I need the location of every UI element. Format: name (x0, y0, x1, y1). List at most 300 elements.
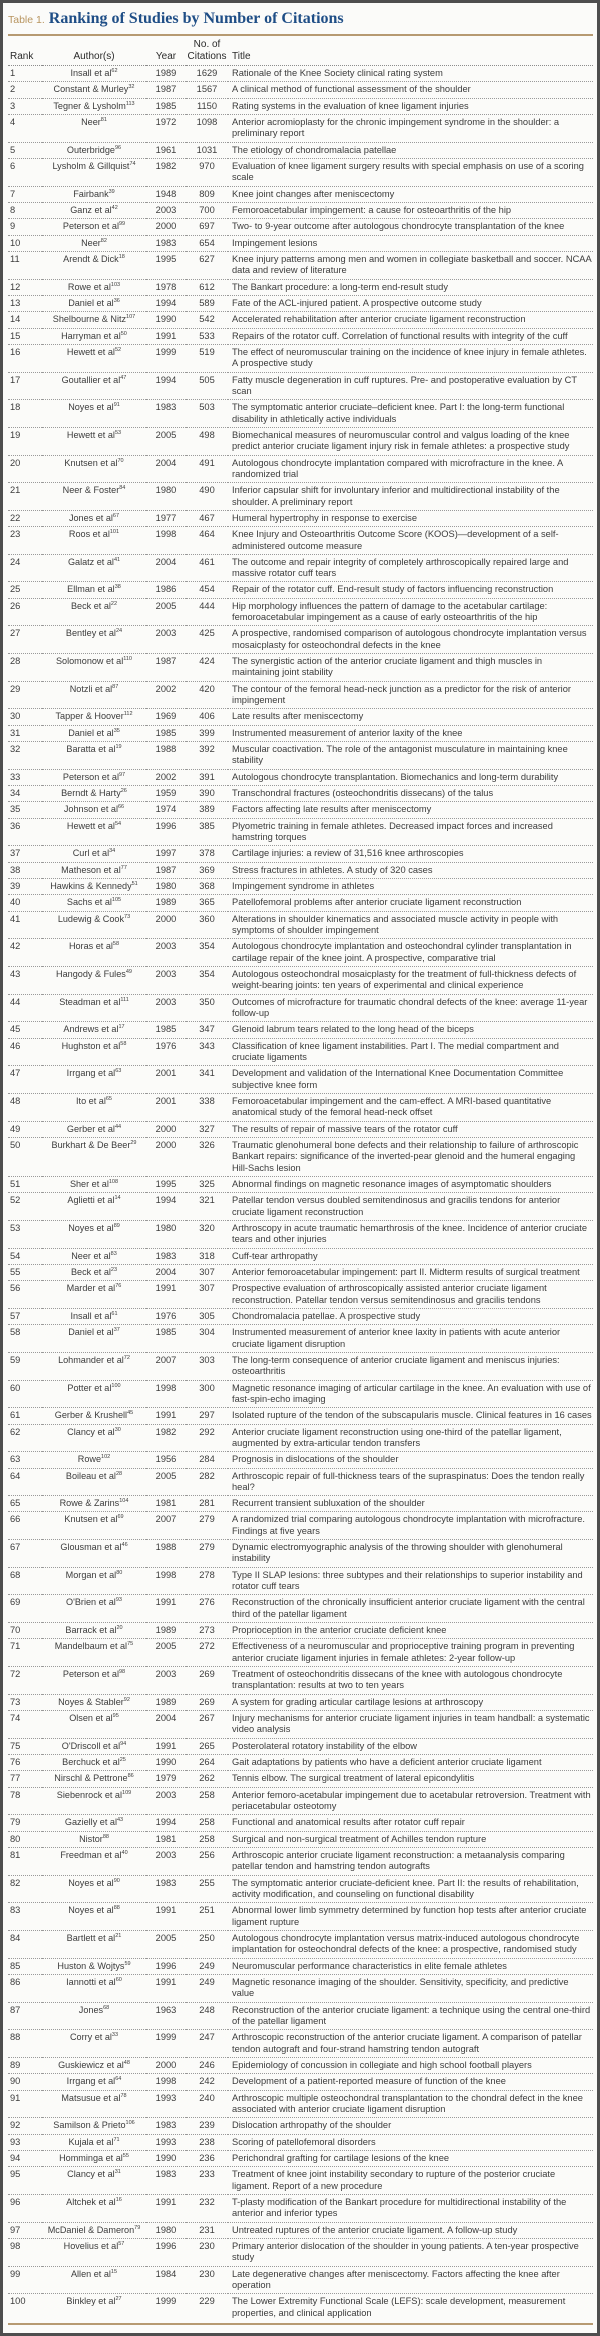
citations-cell: 247 (186, 2030, 228, 2058)
reference-number: 24 (115, 628, 123, 635)
reference-number: 83 (110, 1250, 117, 1257)
citations-cell: 464 (186, 527, 228, 555)
year-cell: 1985 (146, 725, 186, 741)
rank-cell: 70 (8, 1623, 42, 1639)
author-name: Baratta et al (66, 744, 116, 755)
rank-cell: 51 (8, 1176, 42, 1192)
title-cell: Rating systems in the evaluation of knee ligament injuries (228, 98, 593, 114)
author-cell (42, 1831, 146, 1847)
rank-cell: 28 (8, 654, 42, 682)
table-caption (8, 9, 593, 34)
year-cell: 2003 (146, 1787, 186, 1815)
table-row (8, 2134, 593, 2150)
rank-cell: 62 (8, 1424, 42, 1452)
author-cell (42, 1540, 146, 1568)
rank-cell: 45 (8, 1022, 42, 1038)
reference-number: 16 (115, 2196, 122, 2203)
author-name: Clancy et al (67, 1426, 115, 1437)
rank-cell: 38 (8, 862, 42, 878)
title-cell: Injury mechanisms for anterior cruciate ligament injuries in team handball: a systematic video analysis (228, 1711, 593, 1739)
title-cell: Instrumented measurement of anterior knee laxity in patients with acute anterior cruciate ligament disruption (228, 1325, 593, 1353)
year-cell: 1978 (146, 279, 186, 295)
citations-cell: 378 (186, 846, 228, 862)
header-year: Year (146, 37, 186, 66)
reference-number: 100 (111, 1382, 121, 1389)
reference-number: 62 (111, 68, 118, 74)
title-cell: Factors affecting late results after meniscectomy (228, 802, 593, 818)
reference-number: 63 (115, 1068, 122, 1075)
author-name: Rowe et al (67, 281, 111, 292)
citations-cell: 230 (186, 2238, 228, 2266)
reference-number: 55 (122, 2152, 129, 2159)
reference-number: 29 (130, 1139, 137, 1146)
title-cell: Impingement syndrome in athletes (228, 879, 593, 895)
header-citations-line1: No. of (193, 39, 221, 50)
title-cell: Fate of the ACL-injured patient. A prospective outcome study (228, 295, 593, 311)
citations-cell: 297 (186, 1408, 228, 1424)
header-citations (186, 37, 228, 66)
rank-cell: 63 (8, 1452, 42, 1468)
reference-number: 43 (116, 1817, 124, 1824)
year-cell: 1996 (146, 2238, 186, 2266)
year-cell: 1983 (146, 2167, 186, 2195)
table-row (8, 802, 593, 818)
author-cell (42, 802, 146, 818)
header-citations-line2: Citations (187, 50, 227, 62)
title-cell: Femoroacetabular impingement and the cam-effect. A MRI-based quantitative anatomical study of the femoral head-neck offset (228, 1093, 593, 1121)
year-cell: 2004 (146, 1264, 186, 1280)
author-cell (42, 1595, 146, 1623)
author-name: Burkhart & De Beer (51, 1139, 131, 1150)
citations-cell: 338 (186, 1093, 228, 1121)
author-cell (42, 235, 146, 251)
reference-number: 54 (114, 820, 122, 827)
table-row (8, 1567, 593, 1595)
rank-cell: 19 (8, 427, 42, 455)
year-cell: 2002 (146, 681, 186, 709)
citations-cell: 305 (186, 1308, 228, 1324)
year-cell: 2002 (146, 769, 186, 785)
author-name: Samilson & Prieto (53, 2120, 126, 2131)
header-rank: Rank (8, 37, 42, 66)
citations-cell: 385 (186, 818, 228, 846)
title-cell: Magnetic resonance imaging of articular cartilage in the knee. An evaluation with use of fast-spin-echo imaging (228, 1380, 593, 1408)
citations-cell: 230 (186, 2266, 228, 2294)
title-cell: Two- to 9-year outcome after autologous chondrocyte transplantation of the knee (228, 219, 593, 235)
table-title: Ranking of Studies by Number of Citations (48, 10, 344, 27)
reference-number: 70 (117, 457, 124, 464)
table-row (8, 862, 593, 878)
author-cell (42, 1281, 146, 1309)
reference-number: 87 (112, 683, 119, 690)
title-cell: Recurrent transient subluxation of the shoulder (228, 1496, 593, 1512)
table-row (8, 2090, 593, 2118)
year-cell: 1987 (146, 862, 186, 878)
year-cell: 1991 (146, 2194, 186, 2222)
citations-cell: 392 (186, 742, 228, 770)
author-name: Constant & Murley (53, 84, 129, 95)
table-row (8, 911, 593, 939)
reference-number: 80 (116, 1569, 123, 1576)
title-cell: The results of repair of massive tears of the rotator cuff (228, 1121, 593, 1137)
author-cell (42, 2074, 146, 2090)
table-row (8, 1193, 593, 1221)
year-cell: 1987 (146, 654, 186, 682)
author-name: Mandelbaum et al (54, 1641, 128, 1652)
rank-cell: 2 (8, 82, 42, 98)
year-cell: 1977 (146, 510, 186, 526)
rank-cell: 79 (8, 1815, 42, 1831)
citation-ranking-table (8, 37, 593, 2321)
table-row (8, 1903, 593, 1931)
author-name: Noyes et al (68, 402, 114, 413)
author-name: Gazielly et al (64, 1817, 117, 1828)
author-name: Hewett et al (66, 429, 115, 440)
author-cell (42, 1512, 146, 1540)
author-cell (42, 1452, 146, 1468)
rank-cell: 25 (8, 582, 42, 598)
year-cell: 1980 (146, 483, 186, 511)
title-cell: Anterior acromioplasty for the chronic impingement syndrome in the shoulder: a preliminary report (228, 114, 593, 142)
author-cell (42, 994, 146, 1022)
table-row (8, 279, 593, 295)
citations-cell: 343 (186, 1038, 228, 1066)
table-row (8, 1931, 593, 1959)
table-row (8, 1281, 593, 1309)
table-row (8, 2057, 593, 2073)
reference-number: 50 (120, 330, 127, 337)
author-cell (42, 1639, 146, 1667)
author-name: Gerber & Krushell (54, 1410, 128, 1421)
citations-cell: 273 (186, 1623, 228, 1639)
rank-cell: 31 (8, 725, 42, 741)
reference-number: 35 (113, 727, 120, 734)
author-cell (42, 1424, 146, 1452)
title-cell: Prognosis in dislocations of the shoulder (228, 1452, 593, 1468)
reference-number: 105 (111, 897, 122, 904)
rank-cell: 97 (8, 2222, 42, 2238)
author-cell (42, 1711, 146, 1739)
year-cell: 1995 (146, 251, 186, 279)
rank-cell: 57 (8, 1308, 42, 1324)
table-row (8, 510, 593, 526)
citations-cell: 321 (186, 1193, 228, 1221)
title-cell: Transchondral fractures (osteochondritis dissecans) of the talus (228, 786, 593, 802)
year-cell: 1999 (146, 344, 186, 372)
reference-number: 26 (120, 788, 127, 795)
rank-cell: 3 (8, 98, 42, 114)
reference-number: 14 (114, 1195, 121, 1202)
author-cell (42, 1352, 146, 1380)
citations-cell: 347 (186, 1022, 228, 1038)
author-name: Glousman et al (60, 1542, 122, 1553)
rank-cell: 84 (8, 1931, 42, 1959)
rank-cell: 75 (8, 1738, 42, 1754)
reference-number: 89 (113, 1222, 120, 1229)
reference-number: 74 (129, 160, 136, 167)
title-cell: Prospective evaluation of arthroscopically assisted anterior cruciate ligament reconstruction. Patellar tendon versus semitendinosus and gracilis tendons (228, 1281, 593, 1309)
year-cell: 2004 (146, 455, 186, 483)
author-name: Matsusue et al (61, 2092, 121, 2103)
year-cell: 1961 (146, 142, 186, 158)
table-row (8, 879, 593, 895)
author-cell (42, 1694, 146, 1710)
reference-number: 42 (111, 204, 118, 211)
reference-number: 47 (120, 374, 127, 381)
author-name: Matheson et al (61, 864, 121, 875)
citations-cell: 627 (186, 251, 228, 279)
author-name: Daniel et al (68, 727, 114, 738)
citations-cell: 391 (186, 769, 228, 785)
rank-cell: 39 (8, 879, 42, 895)
table-row (8, 1815, 593, 1831)
citations-cell: 369 (186, 862, 228, 878)
reference-number: 110 (123, 656, 132, 663)
author-cell (42, 1038, 146, 1066)
author-name: Boileau et al (65, 1470, 116, 1481)
author-name: Corry et al (69, 2032, 112, 2043)
citations-cell: 282 (186, 1468, 228, 1496)
year-cell: 2003 (146, 202, 186, 218)
table-row (8, 2194, 593, 2222)
author-cell (42, 1738, 146, 1754)
title-cell: Rationale of the Knee Society clinical rating system (228, 66, 593, 82)
table-row (8, 1308, 593, 1324)
table-row (8, 1694, 593, 1710)
table-row (8, 1468, 593, 1496)
title-cell: Anterior cruciate ligament reconstruction using one-third of the patellar ligament, augmented by extra-articular tendon transfers (228, 1424, 593, 1452)
citations-cell: 236 (186, 2150, 228, 2166)
table-row (8, 895, 593, 911)
reference-number: 72 (123, 1354, 130, 1361)
author-name: Knutsen et al (64, 1514, 118, 1525)
table-row (8, 527, 593, 555)
header-authors: Author(s) (42, 37, 146, 66)
title-cell: Abnormal lower limb symmetry determined by function hop tests after anterior cruciate ligament rupture (228, 1903, 593, 1931)
citations-cell: 265 (186, 1738, 228, 1754)
author-name: O'Brien et al (66, 1597, 116, 1608)
author-cell (42, 725, 146, 741)
year-cell: 1999 (155, 2296, 177, 2307)
citations-cell: 1629 (186, 66, 228, 82)
author-name: Johnson et al (63, 804, 118, 815)
rank-cell: 100 (10, 2296, 26, 2307)
reference-number: 53 (114, 429, 122, 436)
author-name: Nirschl & Pettrone (54, 1773, 128, 1784)
title-cell: Plyometric training in female athletes. Decreased impact forces and increased hamstring torques (228, 818, 593, 846)
title-cell: T-plasty modification of the Bankart procedure for multidirectional instability of the anterior and inferior types (228, 2194, 593, 2222)
year-cell: 1989 (146, 1694, 186, 1710)
year-cell: 1989 (146, 895, 186, 911)
year-cell: 1991 (146, 1408, 186, 1424)
year-cell: 1991 (146, 1595, 186, 1623)
rank-cell: 67 (8, 1540, 42, 1568)
citations-cell: 533 (186, 328, 228, 344)
author-cell (42, 554, 146, 582)
author-cell (42, 2030, 146, 2058)
rank-cell: 87 (8, 2002, 42, 2030)
year-cell: 1983 (146, 1875, 186, 1903)
rank-cell: 4 (8, 114, 42, 142)
year-cell: 1991 (146, 1281, 186, 1309)
rank-cell: 56 (8, 1281, 42, 1309)
citations-cell: 240 (186, 2090, 228, 2118)
author-cell (42, 1220, 146, 1248)
reference-number: 101 (109, 529, 120, 536)
year-cell: 1999 (146, 2030, 186, 2058)
reference-number: 20 (116, 1625, 123, 1632)
title-cell: The Lower Extremity Functional Scale (LEFS): scale development, measurement properties, and clinical application (232, 2296, 566, 2318)
citations-cell: 249 (186, 1974, 228, 2002)
title-cell: A clinical method of functional assessment of the shoulder (228, 82, 593, 98)
author-name: Beck et al (70, 1266, 111, 1277)
reference-number: 18 (118, 253, 125, 260)
citations-cell: 251 (186, 1903, 228, 1931)
citations-cell: 350 (186, 994, 228, 1022)
citations-cell: 262 (186, 1771, 228, 1787)
citations-cell: 505 (186, 372, 228, 400)
author-cell (42, 1815, 146, 1831)
reference-number: 58 (120, 1040, 127, 1047)
year-cell: 2003 (146, 1667, 186, 1695)
table-row (8, 786, 593, 802)
table-row (8, 372, 593, 400)
citations-cell: 425 (186, 626, 228, 654)
rank-cell: 5 (8, 142, 42, 158)
table-row (8, 1974, 593, 2002)
table-row (8, 1176, 593, 1192)
author-cell (42, 1496, 146, 1512)
citations-cell: 320 (186, 1220, 228, 1248)
citations-cell: 325 (186, 1176, 228, 1192)
author-name: Insall et al (70, 1310, 112, 1321)
author-name: Neer & Foster (62, 485, 120, 496)
table-row (8, 2150, 593, 2166)
author-cell (42, 427, 146, 455)
year-cell: 1993 (146, 2134, 186, 2150)
rank-cell: 18 (8, 400, 42, 428)
title-cell: Untreated ruptures of the anterior cruciate ligament. A follow-up study (228, 2222, 593, 2238)
title-cell: Knee joint changes after meniscectomy (228, 186, 593, 202)
reference-number: 102 (101, 1454, 111, 1461)
year-cell: 1998 (146, 2074, 186, 2090)
title-cell: Dynamic electromyographic analysis of the throwing shoulder with glenohumeral instability (228, 1540, 593, 1568)
author-cell (42, 2002, 146, 2030)
reference-number: 57 (118, 2240, 125, 2247)
title-cell: Development and validation of the International Knee Documentation Committee subjective knee form (228, 1066, 593, 1094)
rank-cell: 41 (8, 911, 42, 939)
author-name: Arendt & Dick (63, 253, 119, 264)
rank-cell: 82 (8, 1875, 42, 1903)
title-cell: Type II SLAP lesions: three subtypes and their relationships to superior instability and rotator cuff tears (228, 1567, 593, 1595)
table-body (8, 66, 593, 2321)
citations-cell: 238 (186, 2134, 228, 2150)
citations-cell: 406 (186, 709, 228, 725)
author-name: Peterson et al (62, 1669, 119, 1680)
year-cell: 2000 (146, 2057, 186, 2073)
title-cell: Perichondral grafting for cartilage lesions of the knee (228, 2150, 593, 2166)
citations-cell: 267 (186, 1711, 228, 1739)
year-cell: 2003 (146, 1848, 186, 1876)
reference-number: 67 (112, 512, 120, 519)
table-row (8, 1424, 593, 1452)
author-name: Altchek et al (66, 2196, 116, 2207)
year-cell: 1991 (146, 1903, 186, 1931)
year-cell: 1994 (146, 372, 186, 400)
reference-number: 108 (108, 1178, 119, 1185)
author-cell (42, 1468, 146, 1496)
table-row (8, 1137, 593, 1176)
reference-number: 27 (115, 2296, 122, 2303)
reference-number: 103 (110, 281, 121, 288)
author-cell (42, 1248, 146, 1264)
rank-cell: 69 (8, 1595, 42, 1623)
reference-number: 88 (113, 1905, 120, 1912)
year-cell: 1956 (146, 1452, 186, 1468)
year-cell: 1988 (146, 742, 186, 770)
table-row (8, 626, 593, 654)
citations-cell: 503 (186, 400, 228, 428)
citations-cell: 279 (186, 1540, 228, 1568)
rank-cell: 53 (8, 1220, 42, 1248)
citations-cell: 354 (186, 939, 228, 967)
author-cell (42, 510, 146, 526)
rank-cell: 21 (8, 483, 42, 511)
reference-number: 52 (114, 346, 122, 353)
author-name: Kujala et al (68, 2136, 114, 2147)
year-cell: 1997 (146, 846, 186, 862)
author-name: Bentley et al (65, 628, 116, 639)
rank-cell: 14 (8, 312, 42, 328)
rank-cell: 15 (8, 328, 42, 344)
reference-number: 112 (123, 711, 133, 718)
reference-number: 33 (111, 2032, 119, 2039)
citations-cell: 281 (186, 1496, 228, 1512)
reference-number: 91 (113, 402, 120, 409)
table-row (8, 2167, 593, 2195)
title-cell: Autologous chondrocyte transplantation. Biomechanics and long-term durability (228, 769, 593, 785)
author-name: Nistor (79, 1833, 103, 1844)
author-cell (42, 818, 146, 846)
rank-cell: 59 (8, 1352, 42, 1380)
author-cell (42, 2294, 146, 2321)
author-cell (42, 895, 146, 911)
author-name: Hughston et al (61, 1040, 121, 1051)
year-cell: 1996 (146, 1958, 186, 1974)
reference-number: 98 (119, 1669, 126, 1676)
title-cell: Treatment of osteochondritis dissecans of the knee with autologous chondrocyte transplantation: results at two to ten years (228, 1667, 593, 1695)
author-name: Steadman et al (59, 996, 121, 1007)
reference-number: 28 (115, 1470, 123, 1477)
year-cell: 2000 (146, 1137, 186, 1176)
reference-number: 23 (110, 1266, 118, 1273)
year-cell: 1963 (146, 2002, 186, 2030)
author-cell (42, 1931, 146, 1959)
year-cell: 1988 (146, 1540, 186, 1568)
table-row (8, 2030, 593, 2058)
title-cell: Knee Injury and Osteoarthritis Outcome Score (KOOS)—development of a self-administered outcome measure (228, 527, 593, 555)
author-cell (42, 1623, 146, 1639)
table-row (8, 1623, 593, 1639)
author-name: Notzli et al (69, 683, 113, 694)
table-row (8, 582, 593, 598)
author-cell (42, 769, 146, 785)
citations-cell: 1567 (186, 82, 228, 98)
reference-number: 61 (111, 1310, 118, 1317)
citations-cell: 307 (186, 1264, 228, 1280)
table-row (8, 142, 593, 158)
rank-cell: 42 (8, 939, 42, 967)
